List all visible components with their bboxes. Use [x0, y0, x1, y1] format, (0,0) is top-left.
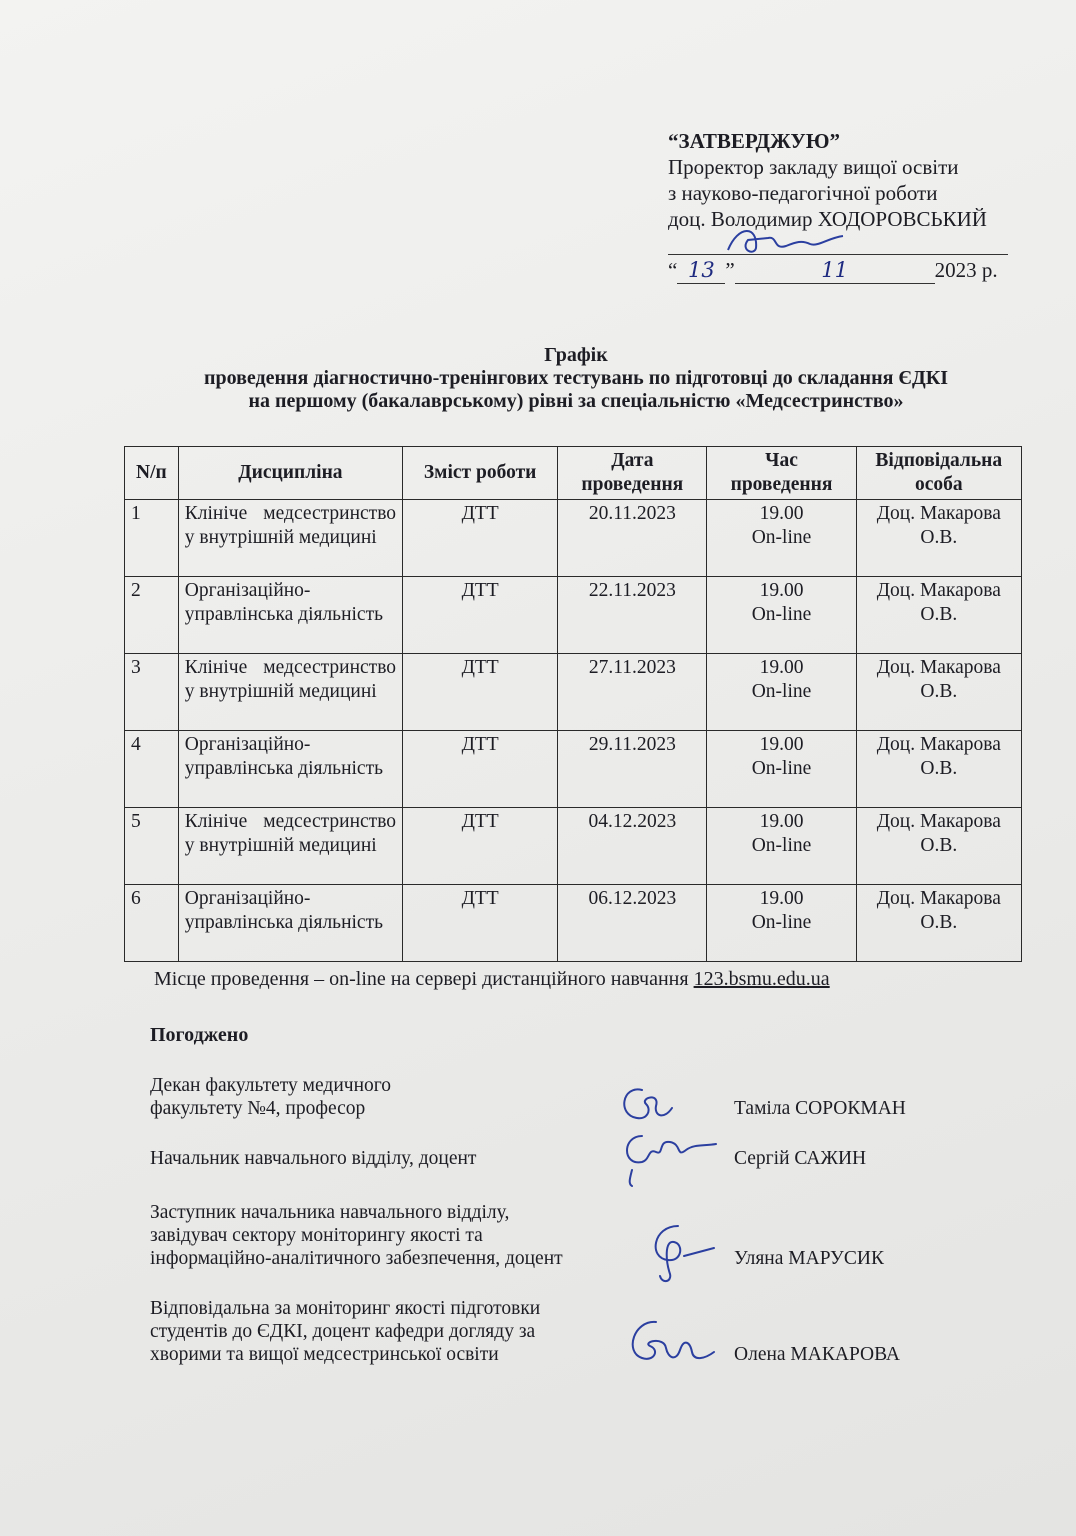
row-date: 27.11.2023	[558, 654, 707, 731]
approval-heading: “ЗАТВЕРДЖУЮ”	[668, 129, 840, 153]
row-date: 06.12.2023	[558, 885, 707, 962]
table-row	[125, 577, 1022, 654]
row-time	[707, 577, 856, 654]
header-time: Час проведення	[707, 447, 856, 500]
row-responsible: Доц. Макарова О.В.	[856, 654, 1021, 731]
signature-icon	[638, 1218, 718, 1288]
row-mode: On-line	[751, 604, 812, 625]
table-header-row	[125, 447, 1022, 500]
signer-row	[150, 1074, 1050, 1120]
table-row	[125, 731, 1022, 808]
signature-icon	[612, 1080, 682, 1130]
signer-position	[150, 1201, 620, 1270]
row-time-value: 19.00	[759, 657, 804, 678]
row-time	[707, 731, 856, 808]
row-responsible: Доц. Макарова О.В.	[856, 731, 1021, 808]
approval-year: 2023 р.	[934, 258, 998, 282]
approval-line-2: з науково-педагогічної роботи	[668, 181, 938, 205]
table-row	[125, 500, 1022, 577]
row-time-value: 19.00	[759, 888, 804, 909]
signer-position-line: Заступник начальника навчального відділу,	[150, 1202, 510, 1223]
signer-position-line: хворими та вищої медсестринської освіти	[150, 1344, 499, 1365]
signer-name: Уляна МАРУСИК	[734, 1248, 884, 1269]
row-date: 22.11.2023	[558, 577, 707, 654]
row-time-value: 19.00	[759, 811, 804, 832]
header-responsible: Відповідальна особа	[856, 447, 1021, 500]
row-time	[707, 885, 856, 962]
row-mode: On-line	[751, 835, 812, 856]
row-time-value: 19.00	[759, 734, 804, 755]
row-date: 04.12.2023	[558, 808, 707, 885]
row-number: 5	[125, 808, 179, 885]
approval-date: “ 13 ” 11 2023 р.	[668, 258, 998, 282]
signer-position-line: Начальник навчального відділу, доцент	[150, 1148, 477, 1169]
row-mode: On-line	[751, 758, 812, 779]
venue-link[interactable]: 123.bsmu.edu.ua	[693, 968, 830, 990]
approval-line-3: доц. Володимир ХОДОРОВСЬКИЙ	[668, 207, 987, 231]
approval-signature-line	[668, 232, 1008, 255]
row-time	[707, 500, 856, 577]
approval-line-1: Проректор закладу вищої освіти	[668, 155, 959, 179]
approval-signature-icon	[718, 220, 848, 260]
approval-block	[668, 128, 1028, 284]
row-discipline: Організаційно-управлінська діяльність	[178, 885, 402, 962]
signer-position	[150, 1147, 630, 1170]
signer-position-line: інформаційно-аналітичного забезпечення, доцент	[150, 1248, 563, 1269]
row-mode: On-line	[751, 527, 812, 548]
signer-position-line: факультету №4, професор	[150, 1098, 366, 1119]
row-mode: On-line	[751, 912, 812, 933]
row-responsible: Доц. Макарова О.В.	[856, 885, 1021, 962]
header-date: Дата проведення	[558, 447, 707, 500]
row-number: 2	[125, 577, 179, 654]
row-number: 3	[125, 654, 179, 731]
row-date: 20.11.2023	[558, 500, 707, 577]
signer-name: Олена МАКАРОВА	[734, 1344, 900, 1365]
row-number: 1	[125, 500, 179, 577]
row-discipline: Клініче медсестринство у внутрішній медицині	[178, 654, 402, 731]
row-discipline: Клініче медсестринство у внутрішній медицині	[178, 500, 402, 577]
venue-note	[154, 968, 830, 991]
row-discipline: Організаційно-управлінська діяльність	[178, 577, 402, 654]
signature-icon	[620, 1312, 720, 1382]
title-line-2: проведення діагностично-тренінгових тестувань по підготовці до складання ЄДКІ	[203, 367, 949, 389]
signer-name: Таміла СОРОКМАН	[734, 1098, 906, 1119]
row-date: 29.11.2023	[558, 731, 707, 808]
row-mode: On-line	[751, 681, 812, 702]
signer-position-line: Декан факультету медичного	[150, 1075, 392, 1096]
signer-position	[150, 1074, 630, 1120]
row-discipline: Організаційно-управлінська діяльність	[178, 731, 402, 808]
signer-position-line: завідувач сектору моніторингу якості та	[150, 1225, 483, 1246]
signer-row	[150, 1200, 1050, 1270]
document-title	[100, 344, 1052, 413]
venue-text: Місце проведення – on-line на сервері дистанційного навчання	[154, 968, 694, 990]
signer-position-line: студентів до ЄДКІ, доцент кафедри догляду за	[150, 1321, 536, 1342]
table-row	[125, 808, 1022, 885]
signer-row	[150, 1296, 1050, 1366]
approval-day: 13	[677, 257, 725, 284]
signer-row	[150, 1146, 1050, 1170]
signature-icon	[620, 1126, 720, 1188]
row-number: 4	[125, 731, 179, 808]
row-work: ДТТ	[403, 654, 558, 731]
row-responsible: Доц. Макарова О.В.	[856, 808, 1021, 885]
row-work: ДТТ	[403, 577, 558, 654]
schedule-table	[124, 446, 1022, 962]
row-number: 6	[125, 885, 179, 962]
approval-month: 11	[735, 257, 935, 284]
row-work: ДТТ	[403, 500, 558, 577]
row-time-value: 19.00	[759, 503, 804, 524]
header-number: N/п	[125, 447, 179, 500]
row-time	[707, 654, 856, 731]
row-time	[707, 808, 856, 885]
title-line-1: Графік	[544, 344, 608, 366]
row-responsible: Доц. Макарова О.В.	[856, 577, 1021, 654]
signer-name: Сергій САЖИН	[734, 1148, 867, 1169]
header-discipline: Дисципліна	[178, 447, 402, 500]
table-row	[125, 885, 1022, 962]
agreed-heading: Погоджено	[150, 1024, 249, 1046]
row-work: ДТТ	[403, 808, 558, 885]
title-line-3: на першому (бакалаврському) рівні за спеціальністю «Медсестринство»	[248, 390, 904, 412]
row-responsible: Доц. Макарова О.В.	[856, 500, 1021, 577]
signer-position	[150, 1297, 620, 1366]
row-work: ДТТ	[403, 731, 558, 808]
header-work: Зміст роботи	[403, 447, 558, 500]
row-discipline: Клініче медсестринство у внутрішній медицині	[178, 808, 402, 885]
row-work: ДТТ	[403, 885, 558, 962]
table-row	[125, 654, 1022, 731]
signer-position-line: Відповідальна за моніторинг якості підготовки	[150, 1298, 541, 1319]
row-time-value: 19.00	[759, 580, 804, 601]
